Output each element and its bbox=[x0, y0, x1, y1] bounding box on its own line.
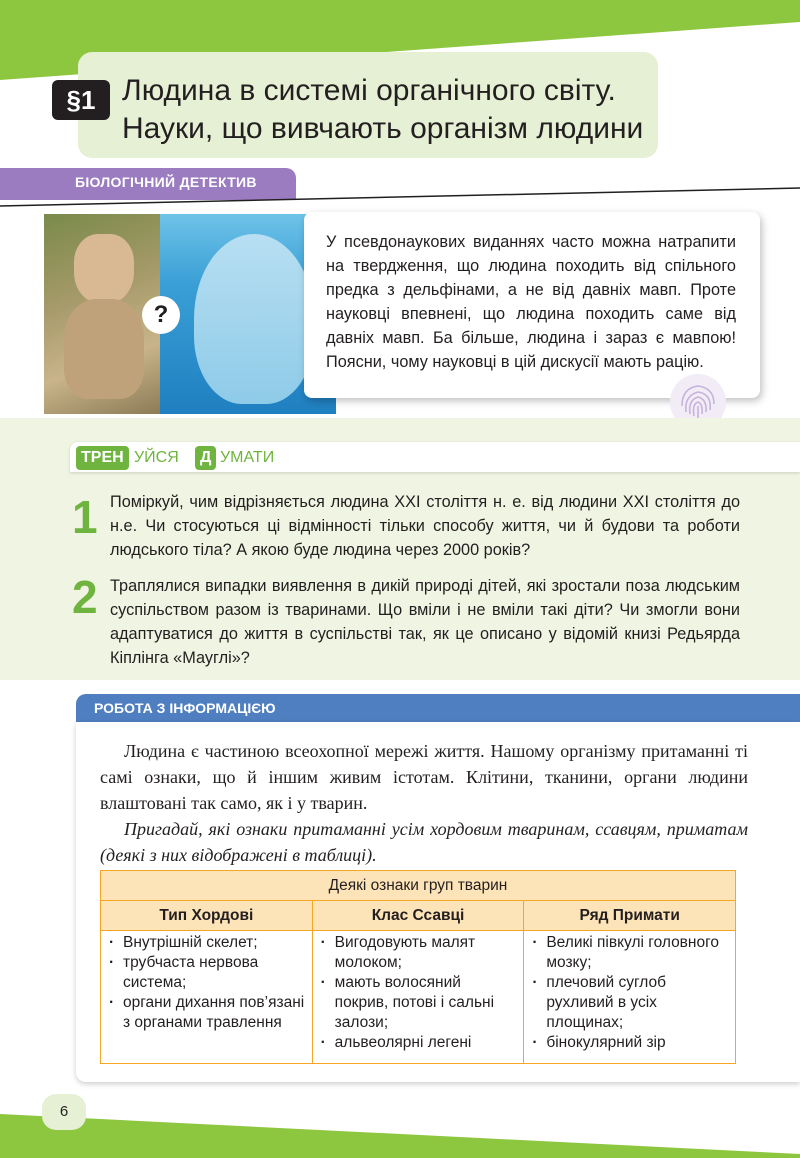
title-line-1: Людина в системі органічного світу. bbox=[122, 74, 616, 107]
table-column-primates bbox=[524, 931, 735, 1063]
table-list-item: · плечовий суглоб рухливий в усіх площинах; bbox=[532, 973, 729, 1033]
features-table bbox=[100, 870, 736, 1064]
training-tail-1: УЙСЯ bbox=[134, 449, 179, 466]
table-body-row bbox=[101, 931, 735, 1063]
task-text-1: Поміркуй, чим відрізняється людина XXI століття н. е. від людини XXI століття до н.е. Чи стосуються ці відмінності тільки способу життя, чи й будови та роботи людського тіла? А якою буде людина через 2000 років? bbox=[110, 493, 740, 559]
bottom-green-band bbox=[0, 1090, 800, 1158]
table-list-item: · бінокулярний зір bbox=[532, 1033, 729, 1053]
table-header-chordates: Тип Хордові bbox=[101, 901, 313, 930]
table-list-item: · Внутрішній скелет; bbox=[109, 933, 306, 953]
table-list-item: · органи дихання пов’язані з органами травлення bbox=[109, 993, 306, 1033]
monkey-body-shape bbox=[64, 299, 144, 399]
training-header bbox=[70, 442, 800, 472]
info-paragraph: Людина є частиною всеохопної мережі життя. Нашому організму притаманні ті самі ознаки, що й іншим живим істотам. Клітини, тканини, органи людини влаштовані так само, як і у тварин. bbox=[100, 741, 748, 813]
title-line-2: Науки, що вивчають організм людини bbox=[122, 112, 644, 145]
table-column-chordates bbox=[101, 931, 313, 1063]
question-icon: ? bbox=[142, 296, 180, 334]
table-header-mammals: Клас Ссавці bbox=[313, 901, 525, 930]
page-number: 6 bbox=[42, 1094, 86, 1130]
page-title bbox=[122, 72, 662, 148]
table-list-item: · Вигодовують малят молоком; bbox=[321, 933, 518, 973]
training-tail-2: УМАТИ bbox=[220, 449, 275, 466]
table-header-primates: Ряд Примати bbox=[579, 907, 680, 924]
section-badge: §1 bbox=[52, 80, 110, 120]
table-list-item: · мають волосяний покрив, потові і сальні залози; bbox=[321, 973, 518, 1033]
table-caption: Деякі ознаки груп тварин bbox=[101, 871, 735, 901]
detective-text: У псевдонаукових виданнях часто можна натрапити на твердження, що людина походить від спільного предка з дельфінами, а не від давніх мавп. Проте науковці впевнені, що людина походить саме від давніх мавп. Ба більше, людина і зараз є мавпою! Поясни, чому науковці в цій дискусії мають рацію. bbox=[326, 233, 736, 371]
detective-label-text: БІОЛОГІЧНИЙ ДЕТЕКТИВ bbox=[75, 174, 257, 190]
detective-divider bbox=[0, 186, 800, 210]
task-number-2: 2 bbox=[72, 571, 98, 623]
table-header-row bbox=[101, 901, 735, 931]
table-list-item: · Великі півкулі головного мозку; bbox=[532, 933, 729, 973]
info-label-text: РОБОТА З ІНФОРМАЦІЄЮ bbox=[94, 700, 276, 716]
monkey-dolphin-photo bbox=[44, 214, 336, 414]
table-list-item: · трубчаста нервова система; bbox=[109, 953, 306, 993]
monkey-head-shape bbox=[74, 234, 134, 304]
info-label bbox=[76, 694, 800, 722]
table-list-item: · альвеолярні легені bbox=[321, 1033, 518, 1053]
training-tag-2: Д bbox=[195, 446, 216, 470]
task-number-1: 1 bbox=[72, 491, 98, 543]
table-column-mammals bbox=[313, 931, 525, 1063]
dolphin-head-shape bbox=[194, 234, 314, 404]
info-italic-paragraph: Пригадай, які ознаки притаманні усім хордовим тваринам, ссавцям, приматам (деякі з них відображені в таблиці). bbox=[100, 819, 748, 865]
task-text-2: Траплялися випадки виявлення в дикій природі дітей, які зростали поза людським суспільством разом із тваринами. Що вміли і не вміли такі діти? Чи змогли вони адаптуватися до життя в суспільстві так, як це описано у відомій книзі Редьярда Кіплінга «Мауглі»? bbox=[110, 577, 740, 667]
training-tag-1: ТРЕН bbox=[76, 446, 129, 470]
